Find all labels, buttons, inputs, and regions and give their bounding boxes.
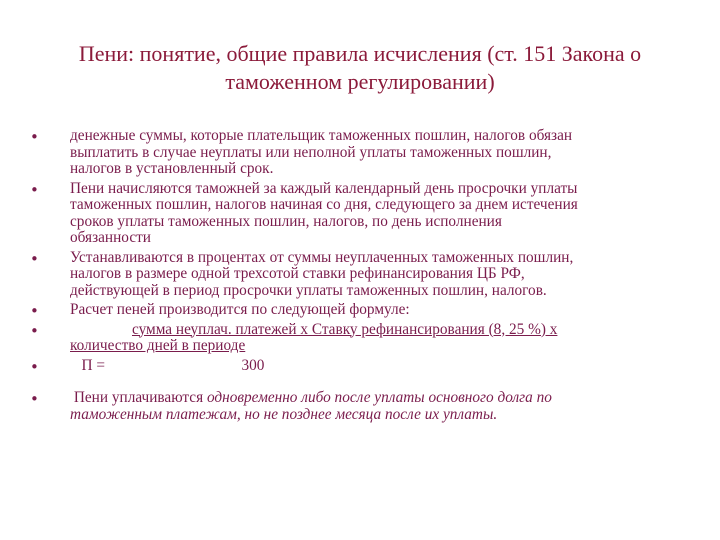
bullet-text-line: выплатить в случае неуплаты или неполной уплаты таможенных пошлин, bbox=[70, 143, 552, 161]
formula-left: П = bbox=[81, 356, 105, 374]
bullet-text-line: таможенных пошлин, налогов начиная со дня, следующего за днем истечения bbox=[70, 196, 578, 213]
bullet-item-formula bbox=[30, 358, 690, 375]
payment-line-2: таможенным платежам, но не позднее месяца после их уплаты. bbox=[70, 405, 498, 423]
bullet-text-line: Расчет пеней производится по следующей формуле: bbox=[70, 301, 410, 318]
payment-plain-text: Пени уплачиваются bbox=[73, 389, 207, 406]
bullet-text-line: действующей в период просрочки уплаты таможенных пошлин, налогов. bbox=[70, 281, 547, 299]
bullet-icon: • bbox=[30, 321, 39, 340]
formula-line bbox=[70, 358, 690, 375]
bullet-text-line: Устанавливаются в процентах от суммы неуплаченных таможенных пошлин, bbox=[70, 248, 574, 266]
bullet-item-rate bbox=[30, 250, 690, 300]
bullet-text-line: налогов в размере одной трехсотой ставки рефинансирования ЦБ РФ, bbox=[70, 265, 525, 282]
bullet-text-line: налогов в установленный срок. bbox=[70, 160, 274, 177]
bullet-icon: • bbox=[30, 357, 39, 376]
bullet-list bbox=[30, 128, 690, 426]
formula-numerator-line: количество дней в периоде bbox=[70, 337, 246, 354]
bullet-text-line: денежные суммы, которые плательщик таможенных пошлин, налогов обязан bbox=[70, 127, 573, 144]
bullet-item-formula-numerator bbox=[30, 322, 690, 355]
bullet-item-accrual bbox=[30, 181, 690, 247]
bullet-icon: • bbox=[30, 180, 39, 199]
formula-denominator: 300 bbox=[241, 356, 265, 374]
bullet-item-definition bbox=[30, 128, 690, 178]
formula-numerator-text: сумма неуплач. платежей х Ставку рефинансирования (8, 25 %) х bbox=[132, 320, 558, 338]
bullet-text-line: Пени начисляются таможней за каждый календарный день просрочки уплаты bbox=[70, 179, 578, 197]
payment-italic-text: одновременно либо после уплаты основного долга по bbox=[206, 389, 552, 406]
title-line-2: таможенном регулировании) bbox=[225, 69, 495, 94]
bullet-icon: • bbox=[30, 128, 39, 146]
bullet-text-line: обязанности bbox=[70, 229, 151, 246]
bullet-item-formula-intro bbox=[30, 302, 690, 319]
bullet-icon: • bbox=[30, 390, 39, 408]
bullet-item-payment bbox=[30, 390, 690, 423]
formula-numerator-line bbox=[70, 322, 690, 339]
title-line-1: Пени: понятие, общие правила исчисления (ст. 151 Закона о bbox=[78, 41, 642, 66]
slide-title bbox=[40, 40, 680, 96]
bullet-icon: • bbox=[30, 302, 39, 320]
payment-line-1 bbox=[70, 390, 690, 407]
bullet-icon: • bbox=[30, 249, 39, 268]
bullet-text-line: сроков уплаты таможенных пошлин, налогов, по день исполнения bbox=[70, 212, 502, 230]
